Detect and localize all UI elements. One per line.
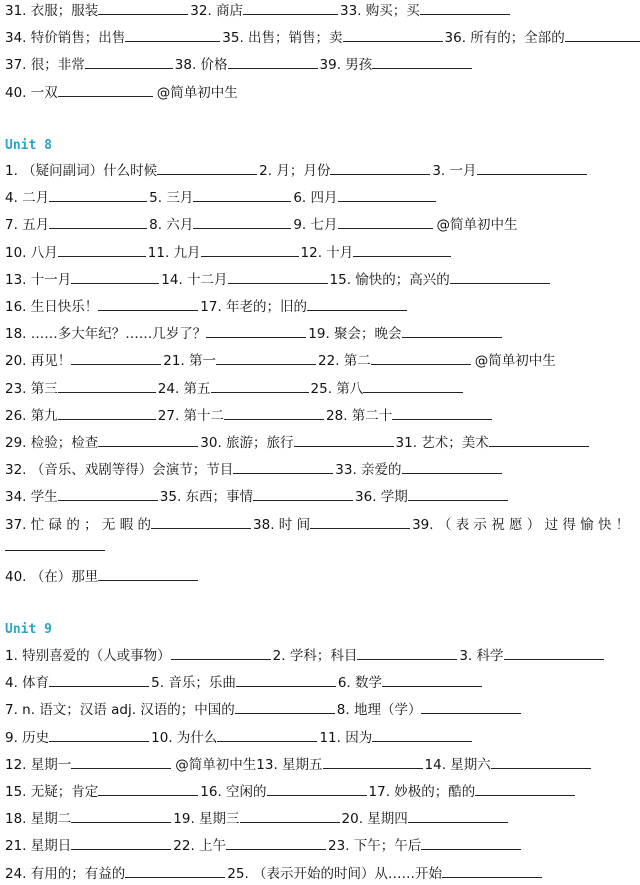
vocab-prompt: 24. 有用的；有益的	[5, 865, 126, 882]
vocab-prompt: 20. 星期四	[341, 811, 408, 828]
answer-blank[interactable]	[193, 214, 291, 229]
answer-blank[interactable]	[217, 727, 317, 742]
vocab-prompt: 6. 数学	[337, 675, 383, 692]
vocab-prompt: 8. 地理（学）	[336, 702, 422, 719]
answer-blank[interactable]	[58, 242, 146, 257]
unit8-row	[5, 566, 636, 588]
vocab-prompt: 13. 星期五	[256, 756, 323, 773]
answer-blank[interactable]	[98, 0, 188, 15]
answer-blank[interactable]	[408, 808, 508, 823]
watermark: @简单初中生	[436, 217, 518, 234]
vocab-prompt: 39. （ 表 示 祝 愿 ） 过 得 愉 快 ！	[412, 516, 630, 533]
unit9-row	[5, 754, 636, 776]
vocab-prompt: 4. 二月	[5, 190, 50, 207]
answer-blank[interactable]	[98, 432, 198, 447]
vocab-prompt: 27. 第十二	[157, 407, 225, 424]
vocab-prompt: 28. 第二十	[326, 407, 393, 424]
answer-blank[interactable]	[294, 432, 394, 447]
unit8-row	[5, 378, 636, 400]
vocab-prompt: 26. 第九	[5, 407, 58, 424]
answer-blank[interactable]	[450, 269, 550, 284]
answer-blank[interactable]	[491, 754, 591, 769]
vocab-prompt: 12. 星期一	[5, 756, 72, 773]
answer-blank[interactable]	[98, 781, 198, 796]
vocab-prompt: 1. 特别喜爱的（人或事物）	[5, 648, 171, 664]
answer-blank[interactable]	[330, 160, 430, 175]
vocab-prompt: 20. 再见！	[5, 353, 72, 370]
vocab-prompt: 30. 旅游；旅行	[200, 435, 294, 451]
top-row	[5, 82, 636, 104]
answer-blank[interactable]	[371, 350, 471, 365]
answer-blank[interactable]	[338, 187, 436, 202]
answer-blank[interactable]	[236, 672, 336, 687]
vocab-prompt: 7. 五月	[5, 217, 50, 234]
answer-blank[interactable]	[343, 27, 443, 42]
vocab-prompt: 23. 第三	[5, 380, 58, 397]
answer-blank[interactable]	[408, 486, 508, 501]
vocab-prompt: 17. 妙极的；酷的	[368, 784, 476, 800]
unit8-row	[5, 432, 636, 454]
vocab-prompt: 16. 空闲的	[200, 784, 267, 800]
answer-blank[interactable]	[49, 672, 149, 687]
answer-blank[interactable]	[372, 727, 472, 742]
unit9-row	[5, 672, 636, 694]
unit-9-heading: Unit 9	[5, 622, 52, 637]
unit9-row	[5, 808, 636, 830]
vocab-prompt: 34. 学生	[5, 489, 58, 506]
answer-blank[interactable]	[475, 781, 575, 796]
answer-blank[interactable]	[228, 269, 328, 284]
vocab-prompt: 11. 九月	[147, 244, 201, 261]
vocab-prompt: 36. 所有的；全部的	[444, 30, 565, 47]
vocab-prompt: 40. 一双	[5, 84, 58, 101]
vocab-prompt: 3. 一月	[432, 163, 477, 179]
answer-blank[interactable]	[338, 214, 433, 229]
unit8-row	[5, 242, 636, 264]
answer-blank[interactable]	[98, 296, 198, 311]
answer-blank[interactable]	[357, 645, 457, 660]
answer-blank[interactable]	[233, 459, 333, 474]
top-row	[5, 54, 636, 76]
unit8-row-wrap	[5, 536, 636, 558]
answer-blank[interactable]	[58, 405, 156, 420]
vocab-prompt: 11. 因为	[319, 729, 373, 746]
unit-8-heading: Unit 8	[5, 138, 52, 153]
vocab-prompt: 9. 历史	[5, 729, 50, 746]
answer-blank[interactable]	[253, 486, 353, 501]
answer-blank[interactable]	[565, 27, 640, 42]
answer-blank[interactable]	[216, 350, 316, 365]
answer-blank[interactable]	[226, 835, 326, 850]
answer-blank[interactable]	[171, 645, 271, 660]
vocab-prompt: 18. 星期二	[5, 811, 72, 828]
answer-blank[interactable]	[402, 459, 502, 474]
answer-blank[interactable]	[363, 378, 463, 393]
vocab-prompt: 33. 亲爱的	[335, 462, 402, 479]
vocab-prompt: 4. 体育	[5, 675, 50, 692]
vocab-prompt: 6. 四月	[293, 190, 338, 207]
answer-blank[interactable]	[504, 645, 604, 660]
answer-blank[interactable]	[228, 54, 318, 69]
vocab-prompt: 40. （在）那里	[5, 568, 99, 585]
answer-blank[interactable]	[420, 0, 510, 15]
answer-blank[interactable]	[235, 699, 335, 714]
answer-blank[interactable]	[71, 350, 161, 365]
answer-blank[interactable]	[71, 269, 159, 284]
answer-blank[interactable]	[125, 863, 225, 878]
unit9-row	[5, 835, 636, 857]
answer-blank[interactable]	[157, 160, 257, 175]
vocab-prompt: 18. ……多大年纪？……几岁了？	[5, 326, 207, 343]
vocab-prompt: 22. 上午	[173, 838, 227, 855]
vocab-prompt: 25. （表示开始的时间）从……开始	[227, 865, 443, 882]
answer-blank[interactable]	[442, 863, 542, 878]
answer-blank[interactable]	[71, 808, 171, 823]
answer-blank[interactable]	[71, 835, 171, 850]
vocab-prompt: 21. 第一	[163, 353, 217, 370]
answer-blank[interactable]	[243, 0, 338, 15]
answer-blank[interactable]	[372, 54, 472, 69]
vocab-prompt: 3. 科学	[459, 648, 504, 664]
watermark: @简单初中生	[474, 353, 556, 370]
vocab-prompt: 29. 检验；检查	[5, 435, 99, 451]
answer-blank[interactable]	[307, 296, 407, 311]
vocab-prompt: 25. 第八	[310, 380, 364, 397]
vocab-prompt: 13. 十一月	[5, 271, 72, 288]
vocab-prompt: 33. 购买；买	[340, 3, 420, 19]
unit9-row	[5, 863, 636, 885]
vocab-prompt: 9. 七月	[293, 217, 338, 234]
answer-blank[interactable]	[58, 378, 156, 393]
vocab-prompt: 31. 艺术；美术	[395, 435, 489, 451]
vocab-prompt: 31. 衣服；服装	[5, 3, 99, 19]
answer-blank[interactable]	[240, 808, 340, 823]
vocab-prompt: 12. 十月	[300, 244, 354, 261]
vocab-prompt: 1. （疑问副词）什么时候	[5, 163, 158, 179]
vocab-prompt: 37. 忙 碌 的 ； 无 暇 的	[5, 516, 152, 533]
watermark: @简单初中生	[156, 84, 238, 101]
unit9-row	[5, 781, 636, 803]
vocab-prompt: 19. 聚会；晚会	[308, 326, 402, 343]
unit9-row	[5, 727, 636, 749]
answer-blank[interactable]	[310, 514, 410, 529]
answer-blank[interactable]	[58, 486, 158, 501]
vocab-prompt: 10. 八月	[5, 244, 58, 261]
answer-blank[interactable]	[211, 378, 309, 393]
answer-blank[interactable]	[323, 754, 423, 769]
answer-blank[interactable]	[382, 672, 482, 687]
unit8-row	[5, 350, 636, 372]
unit8-row	[5, 323, 636, 345]
answer-blank[interactable]	[98, 566, 198, 581]
answer-blank[interactable]	[477, 160, 587, 175]
vocab-prompt: 7. n. 语文；汉语 adj. 汉语的；中国的	[5, 702, 235, 719]
answer-blank[interactable]	[5, 536, 105, 551]
vocab-prompt: 10. 为什么	[151, 729, 218, 746]
answer-blank[interactable]	[49, 727, 149, 742]
unit9-row	[5, 645, 636, 667]
answer-blank[interactable]	[49, 187, 147, 202]
answer-blank[interactable]	[58, 82, 153, 97]
vocab-prompt: 17. 年老的；旧的	[200, 299, 308, 315]
vocab-prompt: 39. 男孩	[319, 57, 373, 74]
answer-blank[interactable]	[193, 187, 291, 202]
answer-blank[interactable]	[49, 214, 147, 229]
vocab-prompt: 22. 第二	[318, 353, 371, 370]
answer-blank[interactable]	[206, 323, 306, 338]
vocab-prompt: 37. 很；非常	[5, 57, 85, 74]
watermark: @简单初中生	[175, 756, 257, 773]
vocab-prompt: 34. 特价销售；出售	[5, 30, 126, 47]
vocab-prompt: 32. （音乐、戏剧等得）会演节；节目	[5, 462, 234, 479]
vocab-prompt: 38. 价格	[174, 57, 228, 74]
answer-blank[interactable]	[85, 54, 173, 69]
vocab-prompt: 2. 学科；科目	[272, 648, 358, 664]
unit9-row	[5, 699, 636, 721]
vocab-prompt: 24. 第五	[157, 380, 211, 397]
vocab-prompt: 5. 音乐；乐曲	[151, 675, 236, 692]
unit8-row	[5, 214, 636, 236]
vocab-prompt: 32. 商店	[190, 3, 244, 19]
unit8-row	[5, 296, 636, 318]
vocab-prompt: 38. 时 间	[253, 516, 311, 533]
answer-blank[interactable]	[201, 242, 299, 257]
vocab-prompt: 15. 无疑；肯定	[5, 784, 99, 800]
vocab-prompt: 2. 月；月份	[259, 163, 331, 179]
answer-blank[interactable]	[392, 405, 492, 420]
answer-blank[interactable]	[421, 835, 521, 850]
unit8-row	[5, 459, 636, 481]
unit8-row	[5, 514, 636, 536]
vocab-prompt: 35. 出售；销售；卖	[222, 30, 343, 47]
top-row	[5, 27, 636, 49]
vocab-prompt: 8. 六月	[149, 217, 194, 234]
vocab-prompt: 15. 愉快的；高兴的	[329, 271, 450, 288]
vocab-prompt: 5. 三月	[149, 190, 194, 207]
vocab-prompt: 23. 下午；午后	[328, 838, 422, 855]
answer-blank[interactable]	[71, 754, 171, 769]
answer-blank[interactable]	[267, 781, 367, 796]
vocab-prompt: 21. 星期日	[5, 838, 72, 855]
answer-blank[interactable]	[421, 699, 521, 714]
answer-blank[interactable]	[489, 432, 589, 447]
unit8-row	[5, 405, 636, 427]
answer-blank[interactable]	[151, 514, 251, 529]
unit8-row	[5, 160, 636, 182]
unit8-row	[5, 187, 636, 209]
answer-blank[interactable]	[125, 27, 220, 42]
vocab-prompt: 16. 生日快乐！	[5, 299, 99, 315]
vocab-prompt: 14. 十二月	[161, 271, 228, 288]
unit8-row	[5, 269, 636, 291]
answer-blank[interactable]	[224, 405, 324, 420]
answer-blank[interactable]	[402, 323, 502, 338]
vocab-prompt: 19. 星期三	[173, 811, 240, 828]
top-row	[5, 0, 636, 22]
vocab-prompt: 36. 学期	[355, 489, 408, 506]
unit8-row	[5, 486, 636, 508]
vocab-prompt: 35. 东西；事情	[159, 489, 254, 506]
vocab-prompt: 14. 星期六	[424, 756, 491, 773]
answer-blank[interactable]	[353, 242, 451, 257]
